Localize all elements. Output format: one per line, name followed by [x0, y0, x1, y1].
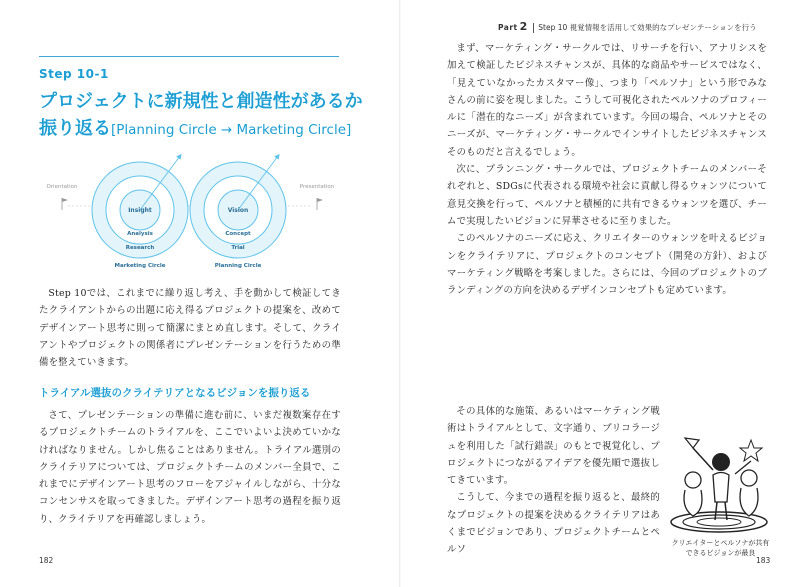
- right-paragraphs: [447, 40, 767, 299]
- page-title: [39, 88, 369, 144]
- right-end-label: Presentation: [299, 184, 335, 190]
- paragraph: まず、マーケティング・サークルでは、リサーチを行い、アナリシスを加えて検証したビジネスチャンスが、具体的な商品やサービスではなく、「見えていなかったカスタマー像」、つまり「ペルソナ」という形でみなさんの前に姿を現しました。こうして可視化されたペルソナのプロフィールに「潜在的なニーズ」が含まれています。今回の場合、ペルソナとそのニーズが、マーケティング・サークルでインサイトしたビジネスチャンスそのものだと言えるでしょう。: [447, 43, 767, 158]
- part-number: 2: [519, 20, 528, 33]
- vision-label: Vision: [227, 207, 249, 214]
- trial-label: Trial: [231, 245, 245, 251]
- planning-circle-caption: Planning Circle: [214, 263, 262, 268]
- step-label: Step 10-1: [39, 67, 109, 81]
- caption-line2: できるビジョンが最良: [685, 549, 756, 557]
- headline-main: 振り返る: [39, 118, 111, 139]
- section-heading: トライアル選抜のクライテリアとなるビジョンを振り返る: [39, 387, 311, 399]
- circle-diagram: [40, 148, 340, 268]
- page-number-left: 182: [39, 556, 54, 565]
- headline-line2: [39, 115, 369, 144]
- left-end-label: Orientation: [46, 184, 78, 190]
- headline-line1: プロジェクトに新規性と創造性があるか: [39, 91, 363, 112]
- concept-label: Concept: [225, 231, 251, 237]
- paragraph: Step 10では、これまでに繰り返し考え、手を動かして検証してきたクライアントからの出題に応え得るプロジェクトの提案を、改めてデザインアート思考に則って簡潔にまとめ直します。そして、クライアントやプロジェクトの関係者にプレゼンテーションを行うための準備を整えていきます。: [39, 288, 341, 369]
- right-narrow-paragraphs: [447, 403, 660, 559]
- part-label: Part: [498, 23, 518, 32]
- headline-sub: [Planning Circle → Marketing Circle]: [111, 122, 352, 138]
- paragraph: このペルソナのニーズに応え、クリエイターのウォンツを叶えるビジョンをクライテリアに、プロジェクトのコンセプト（開発の方針）、およびマーケティング戦略を考案しました。さらには、今回のプロジェクトのブランディングの方向を決めるデザインコンセプトも定めています。: [447, 233, 767, 297]
- paragraph: さて、プレゼンテーションの準備に進む前に、いまだ複数案存在するプロジェクトチームのトライアルを、ここでいよいよ決めていかなければなりません。しかし焦ることはありません。トライアル選別のクライテリアについては、プロジェクトチームのメンバー全員で、これまでにデザインアート思考のフローをアジャイルしながら、十分なコンセンサスを取ってきました。デザインアート思考の過程を振り返り、クライテリアを再確認しましょう。: [39, 410, 341, 525]
- header-separator: [533, 23, 534, 33]
- marketing-circle-caption: Marketing Circle: [114, 263, 166, 268]
- insight-label: Insight: [128, 207, 152, 214]
- illustration-caption: [658, 538, 783, 558]
- section-paragraph: [39, 407, 341, 528]
- intro-paragraph: [39, 285, 341, 371]
- planning-circle: [190, 156, 286, 268]
- research-label: Research: [125, 245, 155, 251]
- paragraph: その具体的な施策、あるいはマーケティング戦術はトライアルとして、文字通り、ブリコラージュを利用した「試行錯誤」のもとで視覚化し、プロジェクトにつながるアイデアを優先順で選抜してきています。: [447, 406, 660, 487]
- marketing-circle: [92, 156, 188, 268]
- caption-line1: クリエイターとペルソナが共有: [671, 539, 770, 547]
- left-flag-icon: [62, 198, 68, 210]
- team-illustration: [663, 430, 775, 540]
- right-flag-icon: [317, 198, 323, 210]
- chapter-title: Step 10 視覚情報を活用して効果的なプレゼンテーションを行う: [538, 23, 757, 32]
- paragraph: こうして、今までの過程を振り返ると、最終的なプロジェクトの提案を決めるクライテリアはあくまでビジョンであり、プロジェクトチームとペルソ: [447, 492, 660, 556]
- analysis-label: Analysis: [127, 231, 153, 237]
- page-number-right: 183: [756, 556, 771, 565]
- right-page: [400, 0, 800, 587]
- running-header: [436, 20, 792, 33]
- paragraph: 次に、プランニング・サークルでは、プロジェクトチームのメンバーそれぞれと、SDGsに代表される環境や社会に貢献し得るウォンツについて意見交換を行って、ペルソナと積極的に共有できるウォンツを選び、チームで実現したいビジョンに昇華させるに至りました。: [447, 164, 767, 227]
- top-rule: [39, 56, 339, 57]
